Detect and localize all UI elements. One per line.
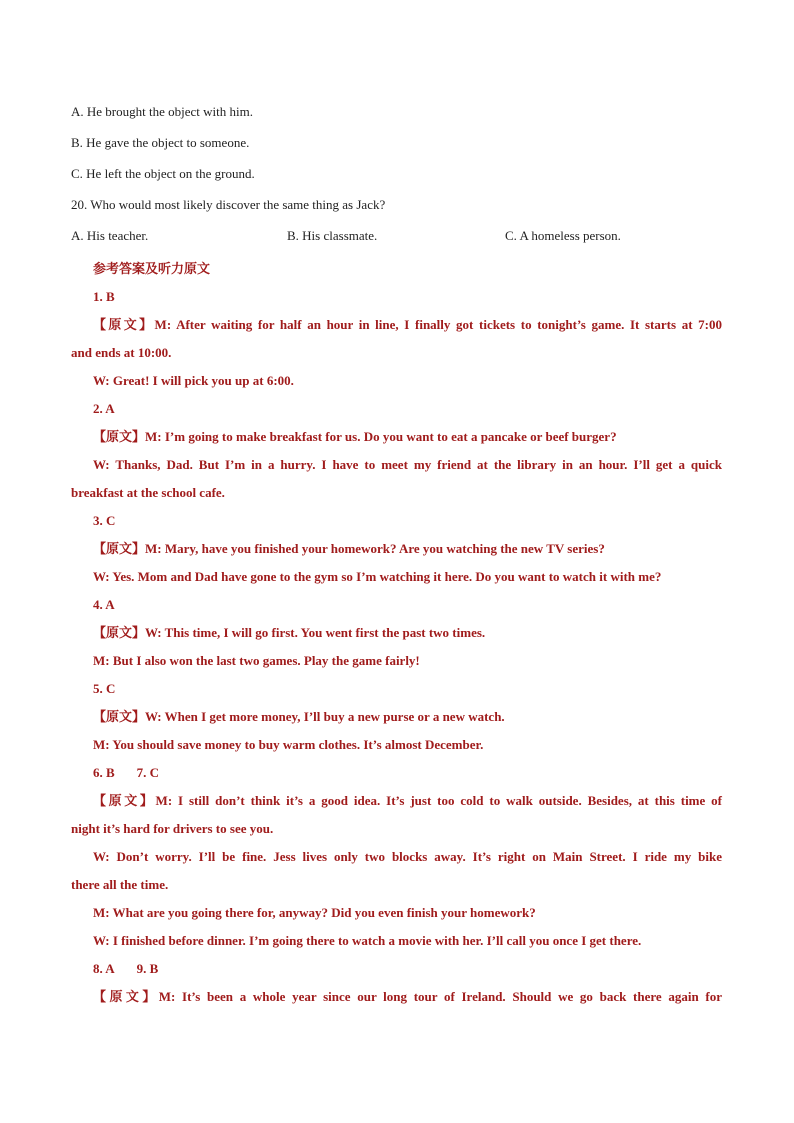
answer-6-7 [93, 765, 159, 781]
transcript-6-7-m-cont: night it’s hard for drivers to see you. [71, 821, 274, 836]
transcript-1-w: W: Great! I will pick you up at 6:00. [93, 373, 294, 388]
answer-8-9 [93, 961, 158, 977]
answer-2: 2. A [93, 401, 115, 416]
transcript-3-w: W: Yes. Mom and Dad have gone to the gym so I’m watching it here. Do you want to watch it with me? [93, 569, 662, 584]
transcript-5-m: M: You should save money to buy warm clothes. It’s almost December. [93, 737, 484, 752]
transcript-2-m: 【原文】M: I’m going to make breakfast for us. Do you want to eat a pancake or beef burger? [93, 429, 617, 444]
transcript-4-w: 【原文】W: This time, I will go first. You went first the past two times. [93, 625, 486, 640]
transcript-2-w-cont: breakfast at the school cafe. [71, 485, 225, 500]
transcript-8-9-m: 【原文】M: It’s been a whole year since our long tour of Ireland. Should we go back there again for [93, 989, 722, 1004]
answer-3: 3. C [93, 513, 116, 528]
transcript-1-m: 【原文】M: After waiting for half an hour in line, I finally got tickets to tonight’s game. It starts at 7:00 [93, 317, 722, 332]
q20-option-c: C. A homeless person. [505, 228, 621, 243]
transcript-6-7-w2: W: I finished before dinner. I’m going there to watch a movie with her. I’ll call you once I get there. [93, 933, 642, 948]
answer-4: 4. A [93, 597, 115, 612]
transcript-6-7-w-cont: there all the time. [71, 877, 169, 892]
answer-1: 1. B [93, 289, 115, 304]
transcript-6-7-m2: M: What are you going there for, anyway? Did you even finish your homework? [93, 905, 536, 920]
transcript-6-7-w: W: Don’t worry. I’ll be fine. Jess lives only two blocks away. It’s right on Main Street. I ride my bike [93, 849, 722, 864]
q20-option-a: A. His teacher. [71, 228, 149, 243]
q20-question: 20. Who would most likely discover the same thing as Jack? [71, 197, 386, 212]
q19-option-a: A. He brought the object with him. [71, 104, 253, 119]
transcript-3-m: 【原文】M: Mary, have you finished your homework? Are you watching the new TV series? [93, 541, 605, 556]
transcript-5-w: 【原文】W: When I get more money, I’ll buy a new purse or a new watch. [93, 709, 505, 724]
transcript-4-m: M: But I also won the last two games. Play the game fairly! [93, 653, 420, 668]
q19-option-b: B. He gave the object to someone. [71, 135, 250, 150]
answer-8: 8. A [93, 961, 115, 976]
answer-9: 9. B [136, 961, 159, 976]
transcript-1-m-cont: and ends at 10:00. [71, 345, 172, 360]
answer-7: 7. C [136, 765, 160, 780]
answers-heading: 参考答案及听力原文 [93, 261, 211, 276]
answer-5: 5. C [93, 681, 116, 696]
answer-6: 6. B [93, 765, 115, 780]
transcript-2-w: W: Thanks, Dad. But I’m in a hurry. I have to meet my friend at the library in an hour. I’ll get a quick [93, 457, 722, 472]
transcript-6-7-m: 【原文】M: I still don’t think it’s a good idea. It’s just too cold to walk outside. Besides, at this time of [93, 793, 722, 808]
q19-option-c: C. He left the object on the ground. [71, 166, 255, 181]
q20-option-b: B. His classmate. [287, 228, 378, 243]
